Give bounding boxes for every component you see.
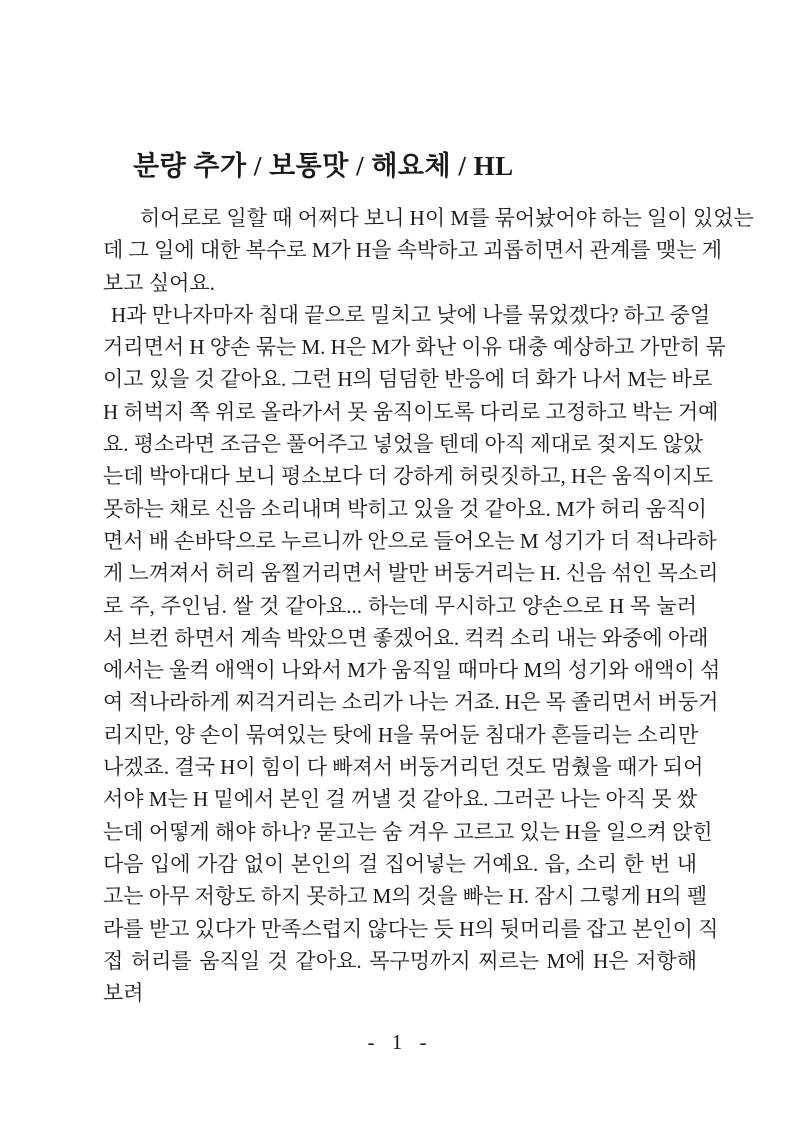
- text-line: 는데 어떻게 해야 하나? 묻고는 숨 겨우 고르고 있는 H을 일으켜 앉힌: [103, 819, 713, 844]
- text-line: 이고 있을 것 같아요. 그런 H의 덤덤한 반응에 더 화가 나서 M는 바로: [103, 367, 713, 392]
- text-line: 접 허리를 움직일 것 같아요. 목구멍까지 찌르는 M에 H은 저항해 보려: [103, 948, 697, 1006]
- text-line: 못하는 채로 신음 소리내며 박히고 있을 것 같아요. M가 허리 움직이: [103, 496, 707, 521]
- text-line: 면서 배 손바닥으로 누르니까 안으로 들어오는 M 성기가 더 적나라하: [103, 528, 717, 553]
- text-line: 히어로로 일할 때 어쩌다 보니 H이 M를 묶어놨어야 하는 일이 있었는: [140, 206, 754, 230]
- text-line: 데 그 일에 대한 복수로 M가 H을 속박하고 괴롭히면서 관계를 맺는 게: [103, 238, 723, 263]
- text-line: 고는 아무 저항도 하지 못하고 M의 것을 빠는 H. 잠시 그렇게 H의 펠: [103, 884, 708, 909]
- document-body: [103, 202, 754, 1006]
- text-line: 나겠죠. 결국 H이 힘이 다 빠져서 버둥거리던 것도 멈췄을 때가 되어: [103, 755, 704, 780]
- text-line: 로 주, 주인님. 쌀 것 같아요... 하는데 무시하고 양손으로 H 목 눌러: [103, 593, 697, 618]
- text-line: 서 브컨 하면서 계속 박았으면 좋겠어요. 컥컥 소리 내는 와중에 아래: [103, 625, 709, 650]
- text-line: 보고 싶어요.: [103, 270, 215, 295]
- page-number: - 1 -: [367, 1030, 433, 1054]
- text-line: 게 느껴져서 허리 움찔거리면서 발만 버둥거리는 H. 신음 섞인 목소리: [103, 561, 719, 586]
- document-title: 분량 추가 / 보통맛 / 해요체 / HL: [133, 151, 514, 182]
- text-line: H 허벅지 쪽 위로 올라가서 못 움직이도록 다리로 고정하고 박는 거예: [103, 399, 719, 424]
- text-line: 서야 M는 H 밑에서 본인 걸 꺼낼 것 같아요. 그러곤 나는 아직 못 쌌: [103, 787, 698, 812]
- text-line: 에서는 울컥 애액이 나와서 M가 움직일 때마다 M의 성기와 애액이 섞: [103, 658, 721, 683]
- text-line: 리지만, 양 손이 묶여있는 탓에 H을 묶어둔 침대가 흔들리는 소리만: [103, 722, 699, 747]
- text-line: 다음 입에 가감 없이 본인의 걸 집어넣는 거예요. 읍, 소리 한 번 내: [103, 851, 697, 876]
- text-line: 여 적나라하게 찌걱거리는 소리가 나는 거죠. H은 목 졸리면서 버둥거: [103, 690, 719, 715]
- text-line: 거리면서 H 양손 묶는 M. H은 M가 화난 이유 대충 예상하고 가만히 묶: [103, 335, 726, 360]
- text-line: 는데 박아대다 보니 평소보다 더 강하게 허릿짓하고, H은 움직이지도: [103, 464, 714, 489]
- text-line: 요. 평소라면 조금은 풀어주고 넣었을 텐데 아직 제대로 젖지도 않았: [103, 432, 704, 457]
- text-line: 라를 받고 있다가 만족스럽지 않다는 듯 H의 뒷머리를 잡고 본인이 직: [103, 916, 719, 941]
- text-line: H과 만나자마자 침대 끝으로 밀치고 낮에 나를 묶었겠다? 하고 중얼: [111, 302, 711, 327]
